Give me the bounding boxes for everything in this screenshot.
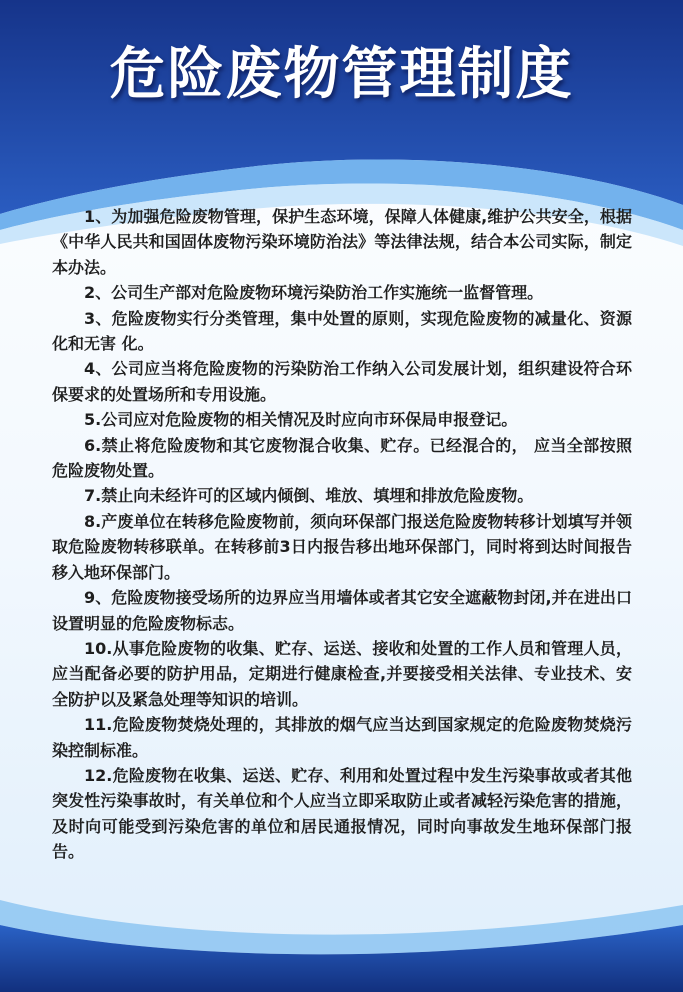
clause-3: 3、危险废物实行分类管理，集中处置的原则，实现危险废物的减量化、资源化和无害 化。 [52,308,632,354]
clause-8: 8.产废单位在转移危险废物前，须向环保部门报送危险废物转移计划填写并领取危险废物转移联单。在转移前3日内报告移出地环保部门，同时将到达时间报告移入地环保部门。 [52,511,632,582]
clause-10: 10.从事危险废物的收集、贮存、运送、接收和处置的工作人员和管理人员，应当配备必要的防护用品，定期进行健康检查,并要接受相关法律、专业技术、安全防护以及紧急处理等知识的培训。 [52,638,632,709]
clause-2: 2、公司生产部对危险废物环境污染防治工作实施统一监督管理。 [84,283,544,303]
clause-list [52,204,632,865]
clause-12: 12.危险废物在收集、运送、贮存、利用和处置过程中发生污染事故或者其他突发性污染事故时，有关单位和个人应当立即采取防止或者减轻污染危害的措施，及时向可能受到污染危害的单位和居民通报情况，同时向事故发生地环保部门报告。 [52,765,632,862]
clause-11: 11.危险废物焚烧处理的，其排放的烟气应当达到国家规定的危险废物焚烧污染控制标准。 [52,715,632,760]
clause-7: 7.禁止向未经许可的区域内倾倒、堆放、填埋和排放危险废物。 [84,486,534,506]
page-title: 危险废物管理制度 [109,42,574,107]
clause-5: 5.公司应对危险废物的相关情况及时应向市环保局申报登记。 [84,410,518,430]
clause-9: 9、危险废物接受场所的边界应当用墙体或者其它安全遮蔽物封闭,并在进出口设置明显的危险废物标志。 [52,588,632,633]
clause-4: 4、公司应当将危险废物的污染防治工作纳入公司发展计划，组织建设符合环保要求的处置场所和专用设施。 [52,359,632,404]
clause-6: 6.禁止将危险废物和其它废物混合收集、贮存。已经混合的， 应当全部按照危险废物处置。 [52,435,632,481]
clause-1: 1、为加强危险废物管理，保护生态环境，保障人体健康,维护公共安全，根据《中华人民共和国固体废物污染环境防治法》等法律法规，结合本公司实际，制定本办法。 [52,207,632,277]
